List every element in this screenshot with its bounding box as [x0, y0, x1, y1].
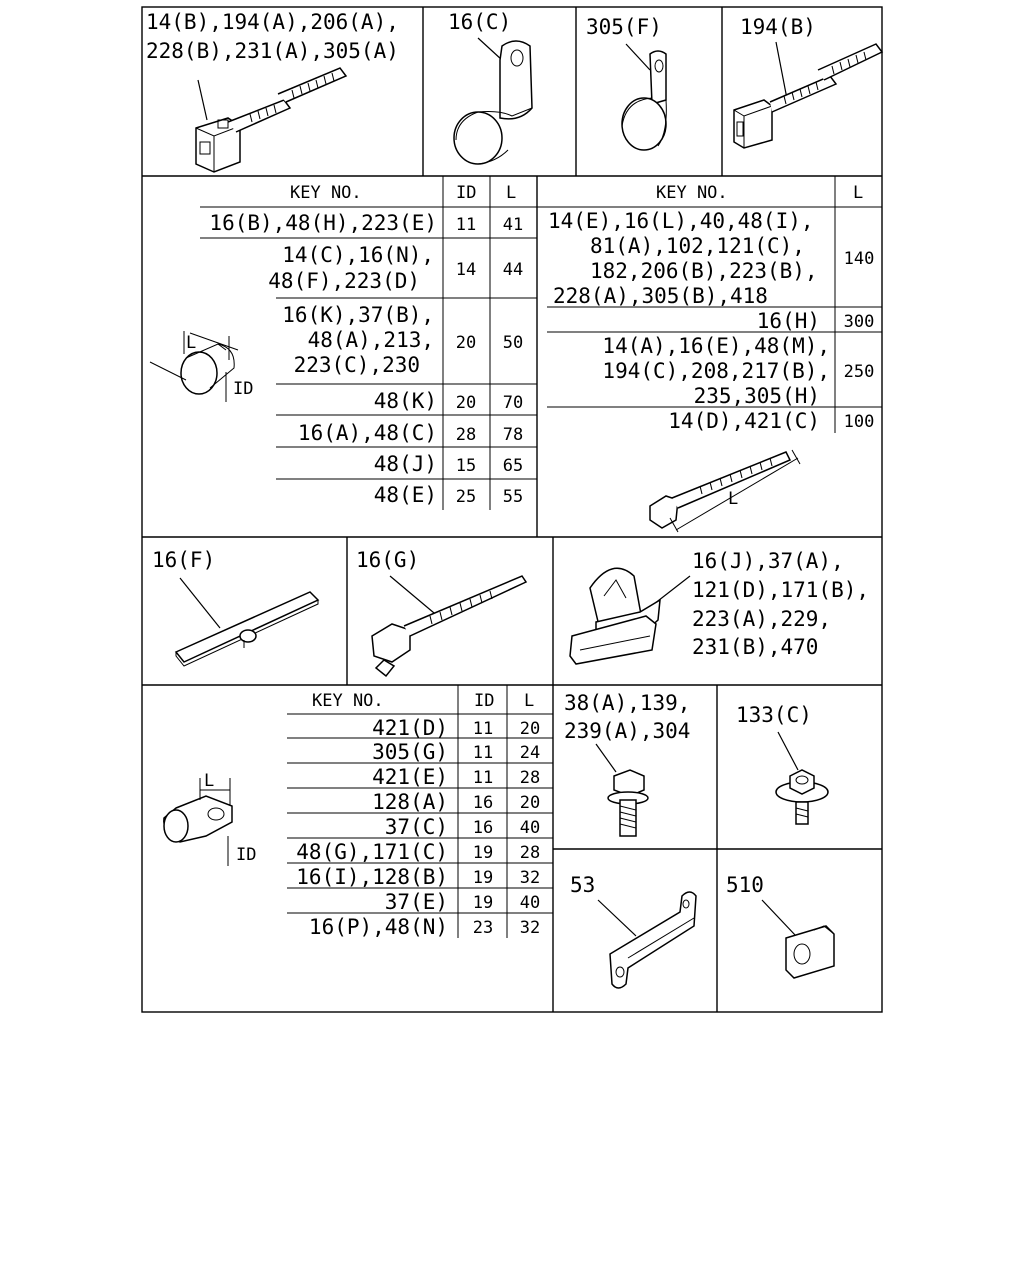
key-no: 16(B),48(H),223(E): [209, 211, 437, 235]
cell-flange-bolt: [564, 691, 690, 836]
cell-label: 16(G): [356, 548, 420, 572]
l-value: 50: [502, 333, 524, 353]
table-row: [385, 815, 540, 839]
table-row: [372, 716, 540, 740]
key-no: 14(E),16(L),40,48(I),: [548, 209, 814, 233]
cell-label: 133(C): [736, 703, 812, 727]
p-clamp-drawing: [454, 41, 532, 164]
table-row: [385, 890, 540, 914]
cell-bracket-53: [570, 873, 696, 988]
table-row: [372, 790, 540, 814]
table-row: [757, 309, 875, 333]
l-value: 20: [519, 793, 541, 813]
cell-label-line: 121(D),171(B),: [692, 578, 870, 602]
key-no: 194(C),208,217(B),: [602, 359, 830, 383]
cell-cable-tie-194b: [734, 15, 882, 148]
cell-label: 16(C): [448, 10, 512, 34]
loop-clamp-drawing: [164, 771, 257, 866]
key-no: 16(H): [756, 309, 820, 333]
l-value: 250: [843, 362, 875, 382]
table-row: [668, 409, 874, 433]
cell-label-line: 38(A),139,: [564, 691, 691, 715]
id-value: 14: [455, 260, 477, 280]
id-value: 11: [472, 743, 494, 763]
key-no: 81(A),102,121(C),: [590, 234, 805, 258]
l-value: 20: [519, 719, 541, 739]
key-no: 14(C),16(N),: [282, 243, 434, 267]
l-value: 24: [519, 743, 541, 763]
key-no: 48(K): [373, 389, 437, 413]
hose-clamp-drawing: [150, 331, 253, 402]
push-mount-tie-drawing: [372, 576, 526, 676]
l-value: 55: [502, 487, 524, 507]
cable-tie-drawing: [734, 44, 882, 148]
table-row: [548, 209, 874, 308]
col-header-key-no: KEY NO.: [312, 691, 384, 711]
washer-bolt-drawing: [776, 770, 828, 824]
key-no: 48(J): [373, 452, 437, 476]
table-row: [372, 765, 540, 789]
dim-id: ID: [233, 379, 254, 399]
cell-label-line: 239(A),304: [564, 719, 691, 743]
cable-tie-mount-drawing: [196, 68, 346, 172]
key-no: 48(G),171(C): [296, 840, 448, 864]
table-row: [374, 389, 523, 413]
key-no: 128(A): [372, 790, 448, 814]
id-value: 19: [472, 868, 494, 888]
cell-tie-16g: [356, 548, 526, 676]
id-value: 15: [455, 456, 477, 476]
cell-cable-tie-with-mount: [146, 10, 399, 172]
col-header-key-no: KEY NO.: [656, 183, 728, 203]
key-no: 182,206(B),223(B),: [590, 259, 818, 283]
key-no: 16(P),48(N): [308, 915, 448, 939]
flat-clip-drawing: [176, 592, 318, 666]
id-value: 25: [455, 487, 477, 507]
table-row: [296, 865, 540, 889]
long-cable-tie-drawing: [650, 450, 800, 532]
table-row: [296, 840, 540, 864]
col-header-l: L: [506, 183, 517, 203]
l-value: 32: [519, 918, 541, 938]
key-no: 235,305(H): [693, 384, 820, 408]
cell-label: 305(F): [586, 15, 662, 39]
dim-l: L: [204, 771, 215, 791]
key-no: 37(C): [384, 815, 448, 839]
dim-l: L: [186, 333, 197, 353]
l-bracket-drawing: [610, 892, 696, 988]
cell-label-line: 231(B),470: [692, 635, 819, 659]
table-row: [282, 303, 523, 377]
id-value: 11: [455, 215, 477, 235]
key-no: 48(F),223(D): [268, 269, 420, 293]
id-value: 16: [472, 818, 494, 838]
table-row: [309, 915, 540, 939]
cell-label: 510: [726, 873, 764, 897]
cell-label: 16(F): [152, 548, 216, 572]
clamp-table: [150, 176, 537, 510]
id-value: 20: [455, 393, 477, 413]
table-row: [602, 334, 874, 408]
table-row: [374, 483, 523, 507]
key-no: 16(K),37(B),: [282, 303, 434, 327]
l-value: 28: [519, 768, 541, 788]
col-header-l: L: [524, 691, 535, 711]
l-value: 78: [502, 425, 524, 445]
l-value: 44: [502, 260, 524, 280]
key-no: 37(E): [384, 890, 448, 914]
l-value: 41: [502, 215, 524, 235]
cell-clamp-305f: [586, 15, 666, 150]
cell-clamp-16c: [448, 10, 532, 164]
table-row: [209, 211, 523, 235]
bracket-table: [164, 685, 553, 939]
cell-label-line: 223(A),229,: [692, 607, 832, 631]
col-header-l: L: [853, 183, 864, 203]
id-value: 28: [455, 425, 477, 445]
key-no: 16(A),48(C): [297, 421, 437, 445]
l-value: 100: [843, 412, 875, 432]
cell-label-line2: 228(B),231(A),305(A): [146, 39, 399, 63]
key-no: 421(E): [372, 765, 448, 789]
id-value: 23: [472, 918, 494, 938]
dim-l: L: [728, 489, 739, 509]
key-no: 16(I),128(B): [296, 865, 448, 889]
table-row: [372, 740, 540, 764]
id-value: 11: [472, 719, 494, 739]
cell-nut-510: [726, 873, 834, 978]
cell-washer-bolt: [736, 703, 828, 824]
col-header-id: ID: [474, 691, 495, 711]
key-no: 228(A),305(B),418: [553, 284, 768, 308]
key-no: 14(A),16(E),48(M),: [602, 334, 830, 358]
key-no: 48(A),213,: [307, 328, 434, 352]
l-value: 300: [843, 312, 875, 332]
l-value: 140: [843, 249, 875, 269]
col-header-id: ID: [456, 183, 477, 203]
l-value: 65: [502, 456, 524, 476]
bolt-drawing: [608, 770, 648, 836]
ring-clamp-drawing: [622, 51, 666, 150]
key-no: 48(E): [373, 483, 437, 507]
table-row: [298, 421, 523, 445]
dim-id: ID: [236, 845, 257, 865]
l-value: 40: [519, 893, 541, 913]
id-value: 20: [455, 333, 477, 353]
cell-clip-16f: [152, 548, 318, 666]
push-clip-drawing: [570, 568, 660, 664]
l-value: 40: [519, 818, 541, 838]
cell-clip-16j: [570, 549, 869, 664]
id-value: 19: [472, 843, 494, 863]
key-no: 14(D),421(C): [668, 409, 820, 433]
table-row: [268, 243, 523, 293]
cell-label-line: 16(J),37(A),: [692, 549, 844, 573]
key-no: 223(C),230: [293, 353, 420, 377]
cell-label-line1: 14(B),194(A),206(A),: [146, 10, 399, 34]
key-no: 305(G): [372, 740, 448, 764]
id-value: 19: [472, 893, 494, 913]
cell-label: 194(B): [740, 15, 816, 39]
id-value: 11: [472, 768, 494, 788]
table-row: [374, 452, 523, 476]
cell-label: 53: [570, 873, 596, 897]
l-value: 32: [519, 868, 541, 888]
l-value: 70: [502, 393, 524, 413]
tie-table: [537, 176, 882, 532]
col-header-key-no: KEY NO.: [290, 183, 362, 203]
key-no: 421(D): [372, 716, 448, 740]
id-value: 16: [472, 793, 494, 813]
l-value: 28: [519, 843, 541, 863]
